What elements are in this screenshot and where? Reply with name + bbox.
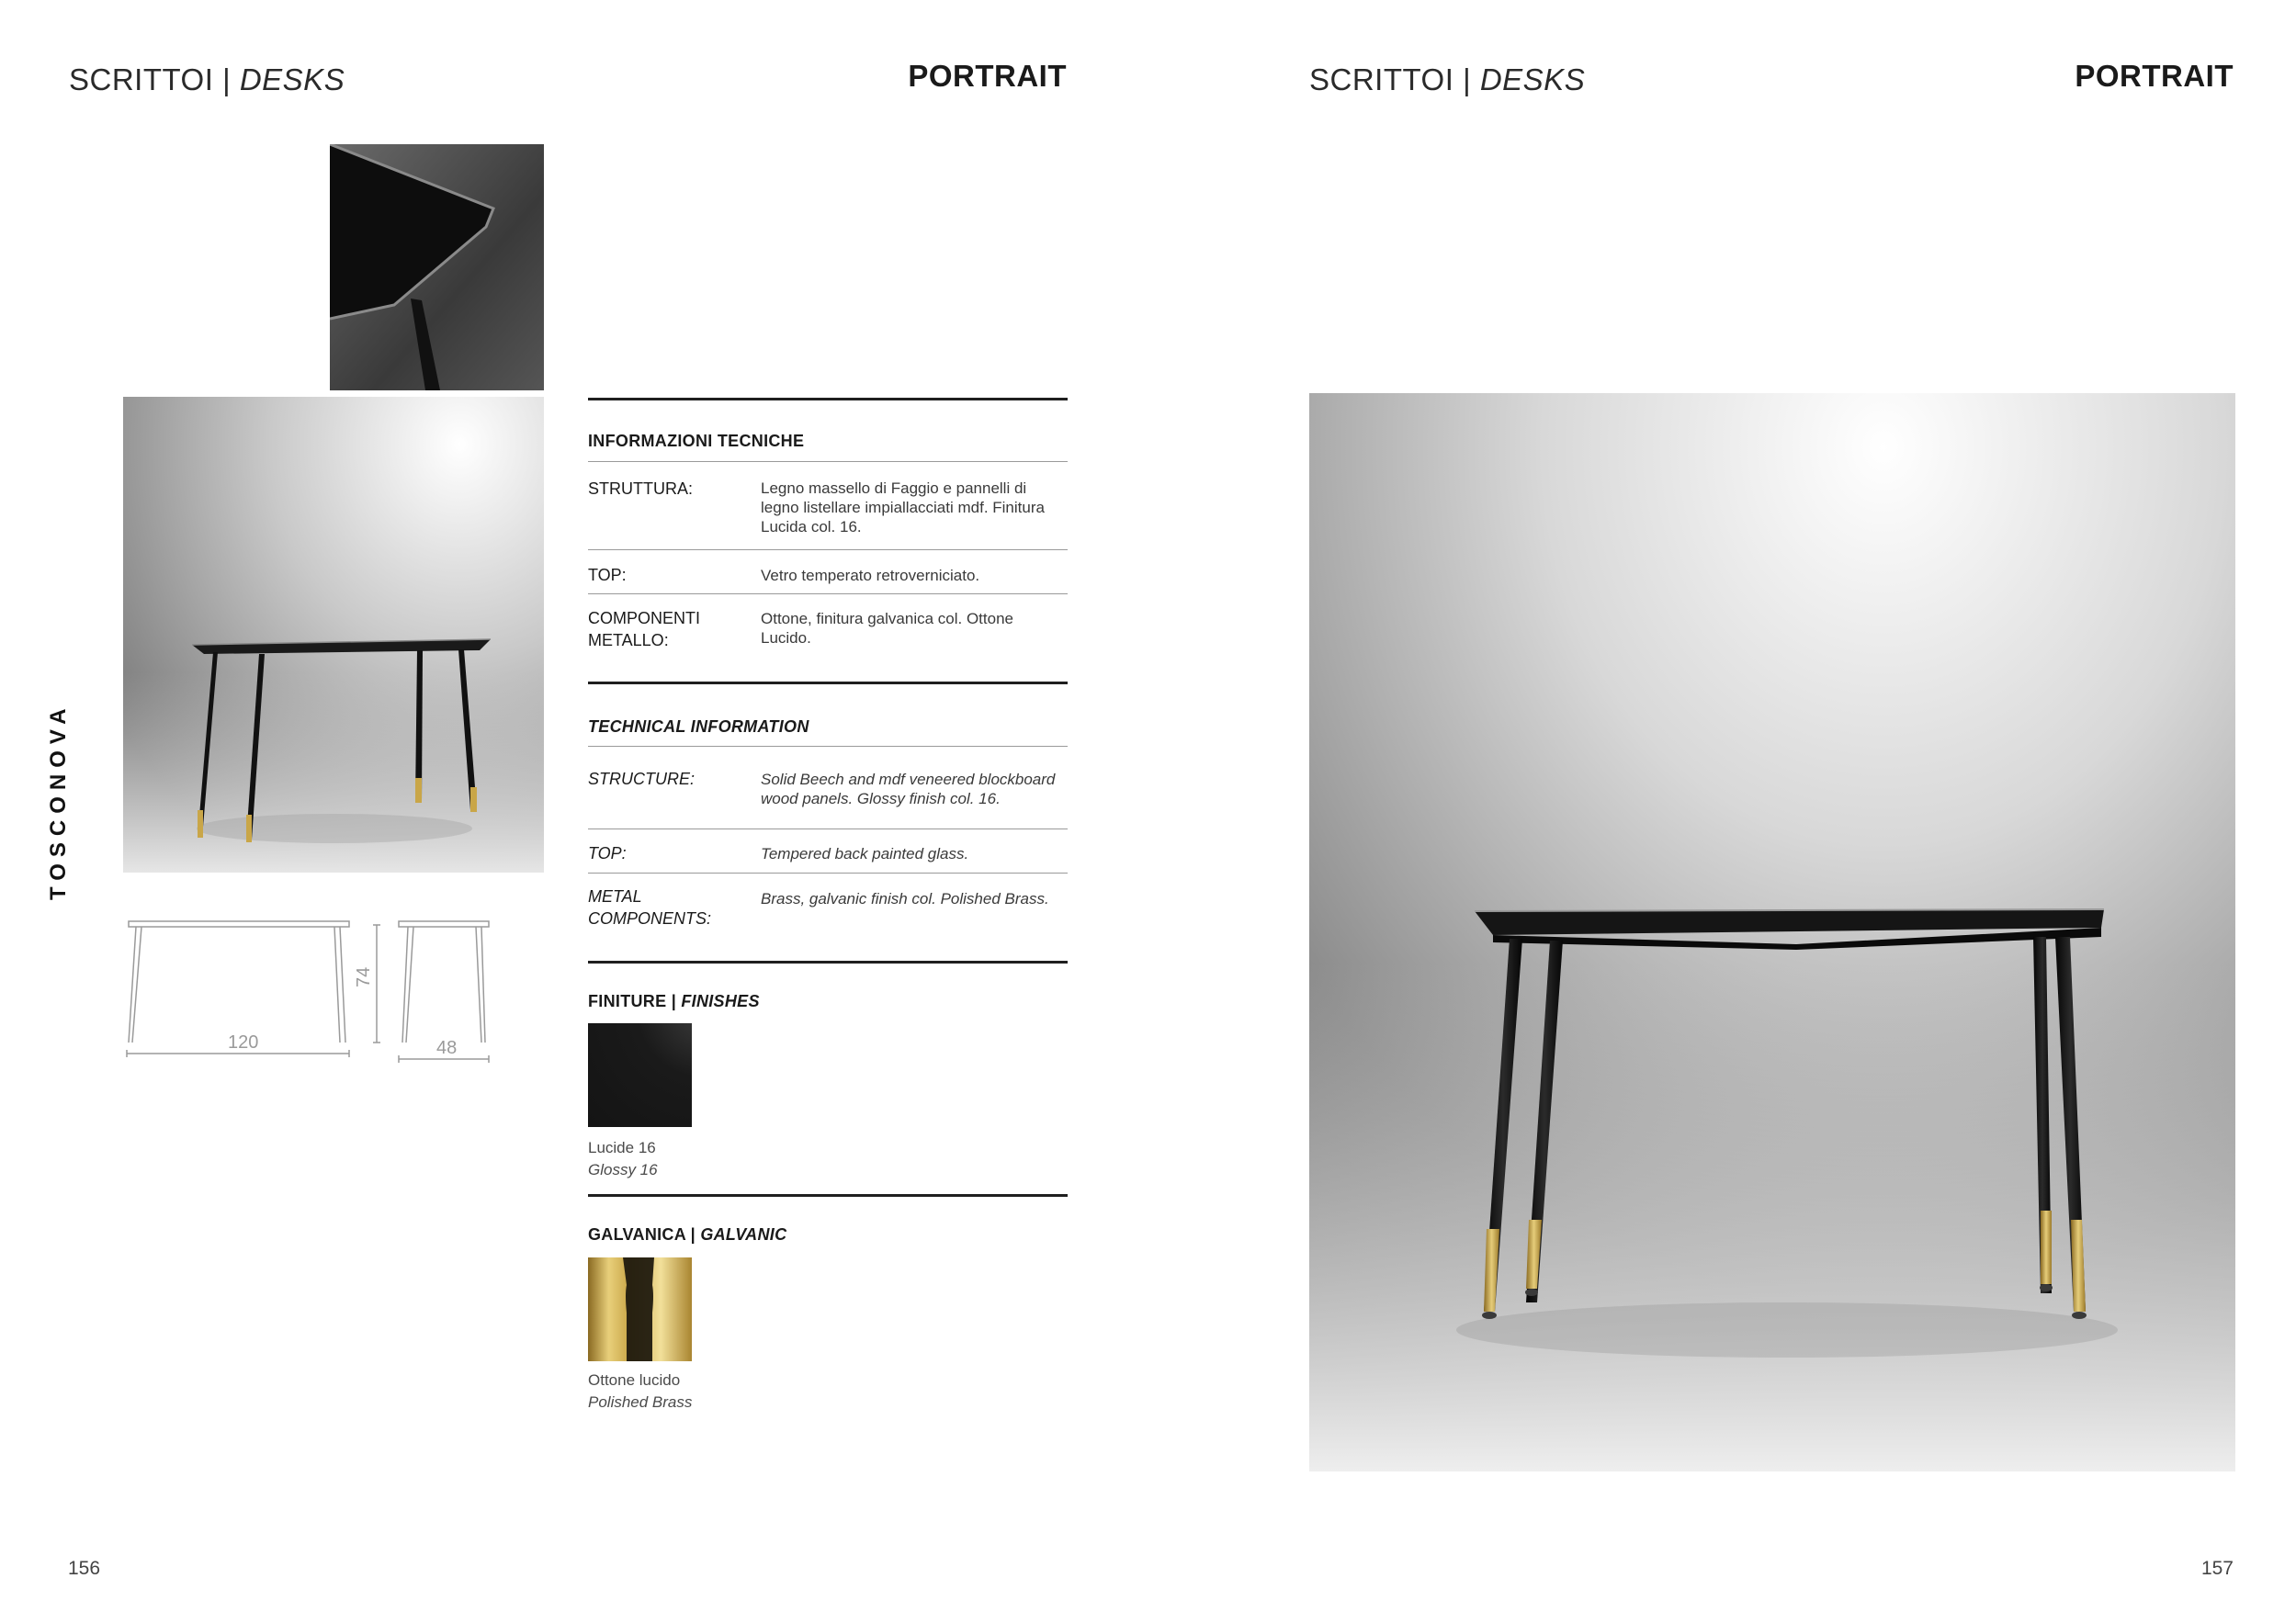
finish-swatch-glossy [588,1023,692,1127]
divider [588,682,1068,684]
finish-name-it: Lucide 16 [588,1139,656,1156]
tech-value-metal-it: Ottone, finitura galvanica col. Ottone Lucido. [761,610,1013,647]
divider [588,1194,1068,1197]
finishes-title: FINITURE | FINISHES [588,992,760,1010]
tech-value-metal-en: Brass, galvanic finish col. Polished Brass. [761,890,1049,907]
page-number-right: 157 [2200,1558,2234,1579]
galvanic-title: GALVANICA | GALVANIC [588,1225,787,1244]
brand-name-left: PORTRAIT [908,59,1067,93]
galvanic-swatch-brass [588,1257,692,1361]
tech-label-structure-en: STRUCTURE: [588,770,695,788]
tech-value-top-it: Vetro temperato retroverniciato. [761,567,980,584]
tech-label-top-en: TOP: [588,844,627,862]
divider [588,549,1068,550]
tech-value-top-en: Tempered back painted glass. [761,845,969,862]
product-photo [123,397,544,873]
dimension-width: 120 [228,1032,259,1053]
dimension-height: 74 [354,966,374,987]
product-name: TOSCONOVA [46,702,71,900]
galvanic-name-en: Polished Brass [588,1393,693,1411]
page-number-left: 156 [68,1558,101,1579]
tech-label-metal-en: METAL COMPONENTS: [588,887,712,928]
brand-name-right: PORTRAIT [2075,59,2234,93]
divider [588,398,1068,400]
hero-photo [1309,393,2235,1471]
divider [588,873,1068,874]
section-header-right: SCRITTOI | DESKS [1309,62,1586,96]
galvanic-name-it: Ottone lucido [588,1371,681,1389]
divider [588,593,1068,594]
dimension-depth: 48 [436,1038,458,1058]
tech-info-title-en: TECHNICAL INFORMATION [588,717,809,736]
category-label: SCRITTOI [69,62,214,96]
divider [588,961,1068,964]
category-label-en: DESKS [1479,62,1586,96]
tech-value-structure-it: Legno massello di Faggio e pannelli di legno listellare impiallacciati mdf. Finitura Lucida col. 16. [761,479,1045,535]
category-label-en: DESKS [239,62,345,96]
detail-photo [330,144,544,390]
section-header-left: SCRITTOI | DESKS [69,62,345,96]
category-label: SCRITTOI [1309,62,1454,96]
divider [588,461,1068,462]
finish-name-en: Glossy 16 [588,1161,658,1178]
tech-label-metal-it: COMPONENTI METALLO: [588,609,701,649]
tech-label-structure-it: STRUTTURA: [588,479,693,498]
tech-info-title-it: INFORMAZIONI TECNICHE [588,432,805,450]
divider [588,746,1068,747]
tech-value-structure-en: Solid Beech and mdf veneered blockboard wood panels. Glossy finish col. 16. [761,771,1056,807]
tech-label-top-it: TOP: [588,566,627,584]
